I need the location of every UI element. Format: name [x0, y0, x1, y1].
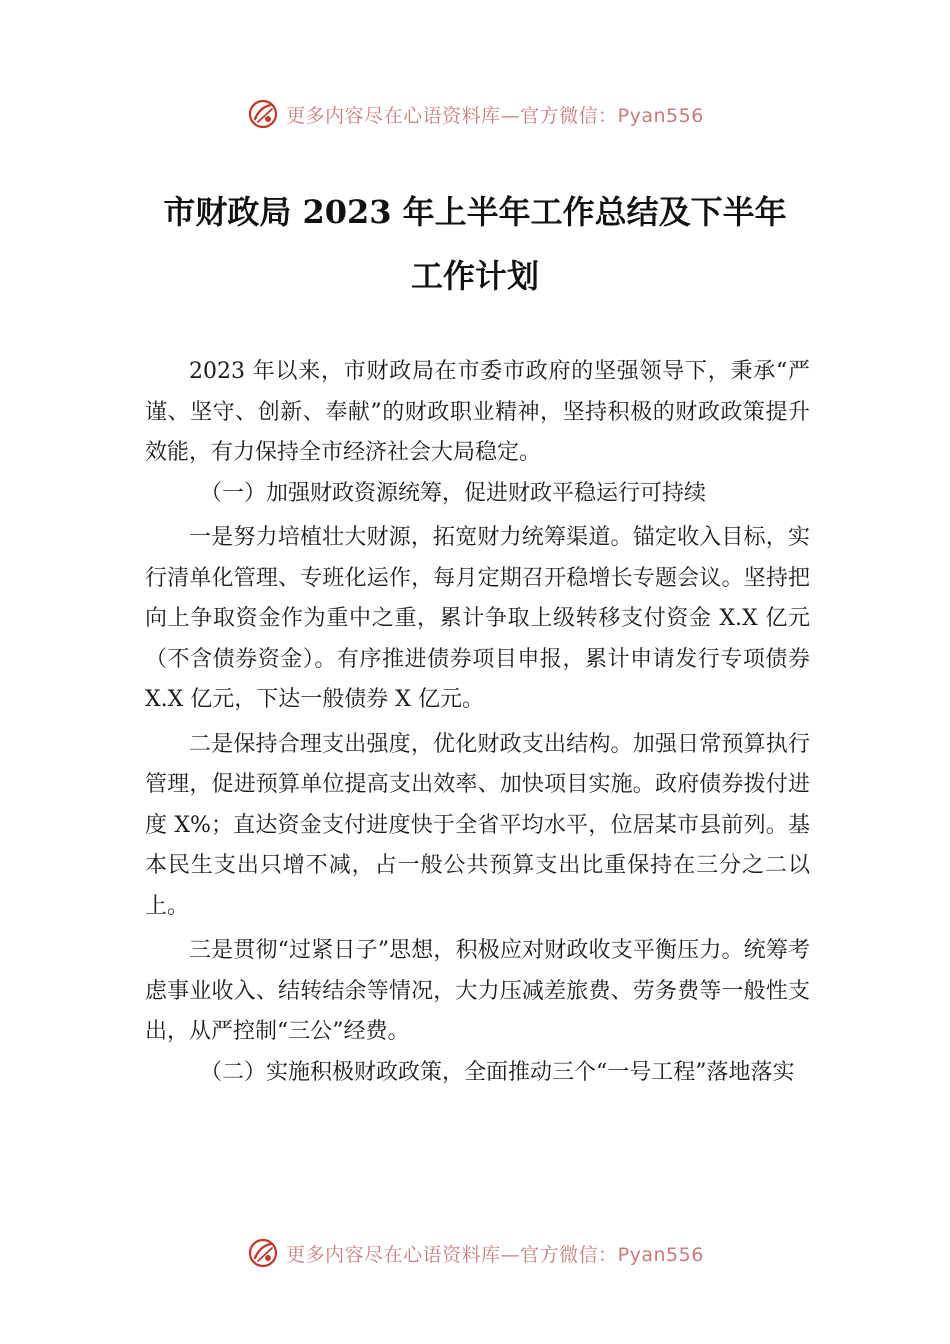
body-paragraph: 一是努力培植壮大财源，拓宽财力统筹渠道。锚定收入目标，实行清单化管理、专班化运作，每月定期召开稳增长专题会议。坚持把向上争取资金作为重中之重，累计争取上级转移支付资金 X.X 亿元（不含债券资金）。有序推进债券项目申报，累计申请发行专项债券 X.X 亿元，下达一般债券 X 亿元。: [145, 525, 810, 712]
watermark-footer: [0, 1233, 950, 1273]
body-paragraph: 二是保持合理支出强度，优化财政支出结构。加强日常预算执行管理，促进预算单位提高支出效率、加快项目实施。政府债券拨付进度 X%；直达资金支付进度快于全省平均水平，位居某市县前列。基本民生支出只增不减，占一般公共预算支出比重保持在三分之二以上。: [145, 731, 810, 919]
title-line-2: 工作计划: [410, 257, 539, 295]
section-heading-2: （二）实施积极财政政策，全面推动三个“一号工程”落地落实: [200, 1059, 795, 1085]
document-body: [145, 352, 810, 1093]
body-paragraph: 三是贯彻“过紧日子”思想，积极应对财政收支平衡压力。统筹考虑事业收入、结转结余等情况，大力压减差旅费、劳务费等一般性支出，从严控制“三公”经费。: [145, 938, 810, 1044]
watermark-header: [0, 94, 950, 134]
watermark-wechat-id: Pyan556: [617, 1243, 704, 1266]
brand-logo-icon: [246, 1236, 280, 1270]
watermark-label: 更多内容尽在心语资料库—官方微信：: [286, 1243, 618, 1266]
intro-paragraph: 2023 年以来，市财政局在市委市政府的坚强领导下，秉承“严谨、坚守、创新、奉献”的财政职业精神，坚持积极的财政政策提升效能，有力保持全市经济社会大局稳定。: [145, 359, 810, 465]
brand-logo-icon: [246, 97, 280, 131]
watermark-text: [286, 101, 704, 128]
title-line-1: 市财政局 2023 年上半年工作总结及下半年: [163, 193, 787, 231]
section-heading-1: （一）加强财政资源统筹，促进财政平稳运行可持续: [200, 480, 707, 506]
document-title: [100, 180, 850, 308]
watermark-text: [286, 1240, 704, 1267]
watermark-label: 更多内容尽在心语资料库—官方微信：: [286, 104, 618, 127]
watermark-wechat-id: Pyan556: [617, 104, 704, 127]
